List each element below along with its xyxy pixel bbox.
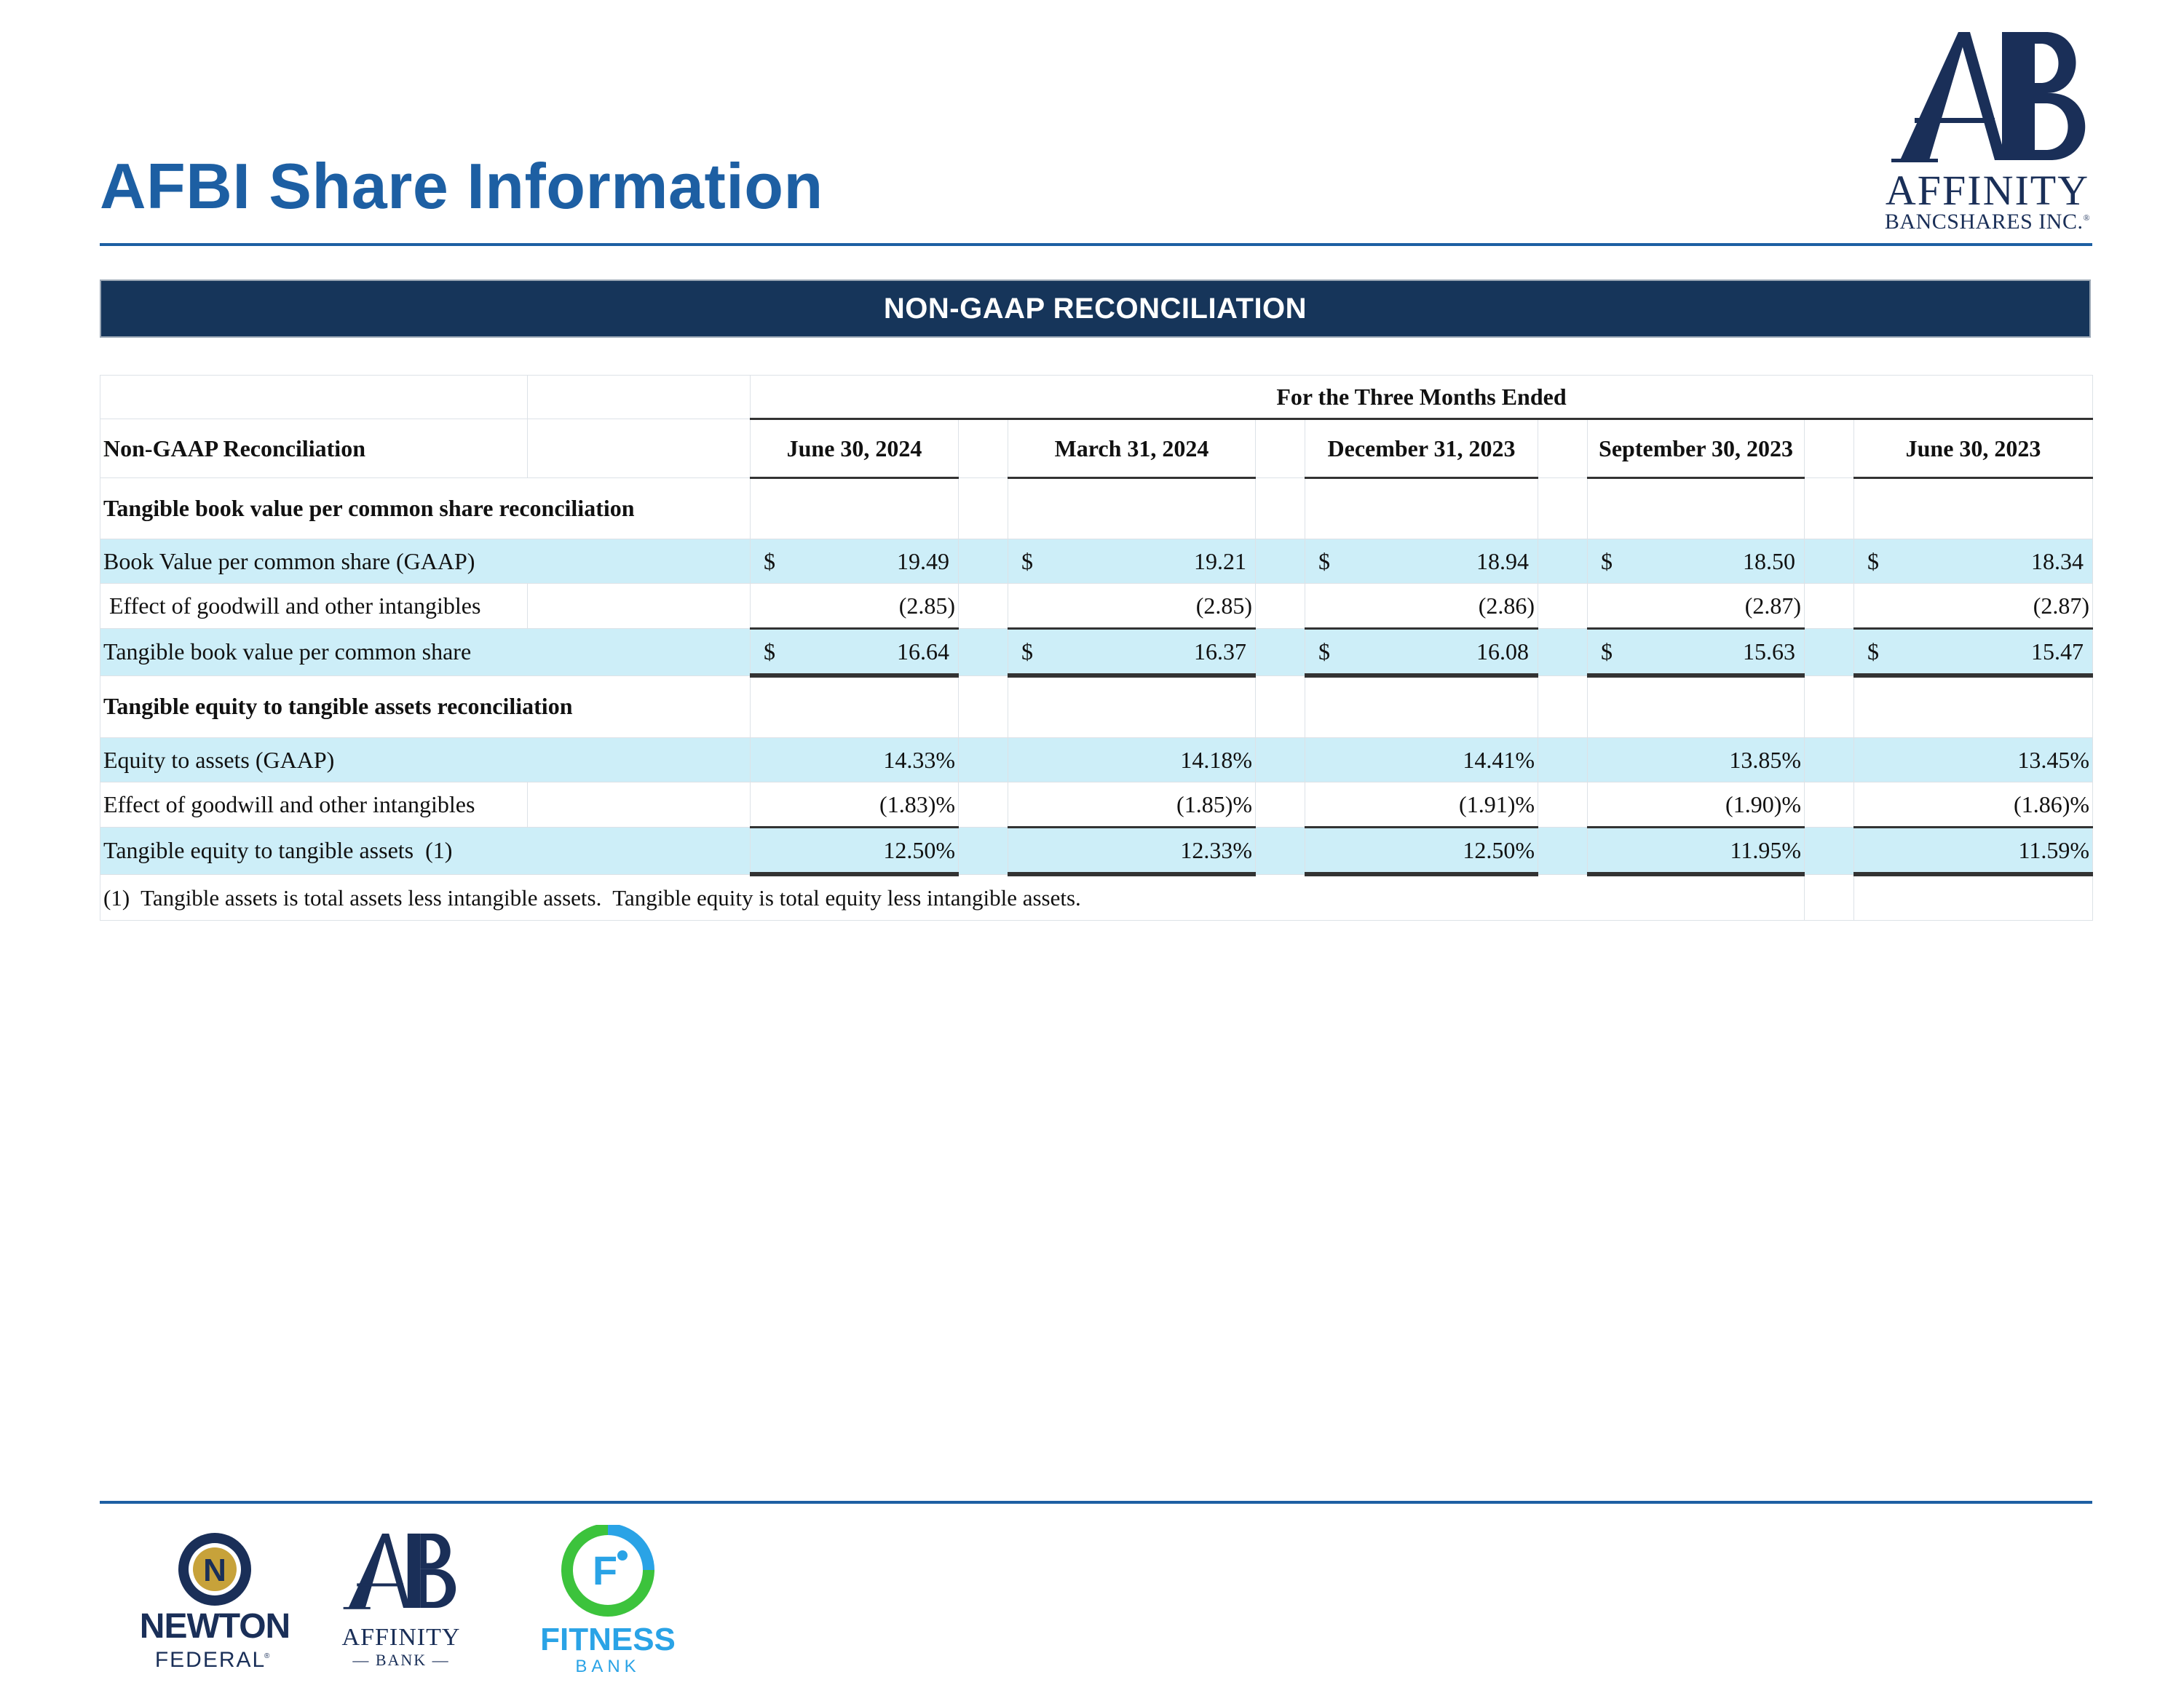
non-gaap-table	[100, 375, 2093, 921]
value: 18.34	[2031, 547, 2084, 574]
row-label: Tangible book value per common share	[100, 629, 751, 676]
gap-cell	[1538, 419, 1588, 478]
currency-symbol: $	[1318, 547, 1330, 574]
logo-name: AFFINITY	[1885, 167, 2090, 214]
value-cell	[1854, 539, 2093, 584]
value-cell: 12.33%	[1008, 828, 1256, 875]
value-cell	[1588, 539, 1805, 584]
affinity-bank-name: AFFINITY	[341, 1624, 461, 1651]
value-cell: 12.50%	[751, 828, 959, 875]
currency-symbol: $	[1021, 638, 1033, 665]
column-header: September 30, 2023	[1588, 419, 1805, 478]
value-cell	[1588, 629, 1805, 676]
row-label: Effect of goodwill and other intangibles	[100, 782, 528, 828]
value: 19.49	[897, 547, 949, 574]
table-row	[100, 782, 2093, 828]
table-row	[100, 584, 2093, 629]
value-cell: 13.85%	[1588, 738, 1805, 782]
value-cell: (1.85)%	[1008, 782, 1256, 828]
currency-symbol: $	[1318, 638, 1330, 665]
table-row	[100, 629, 2093, 676]
period-header: For the Three Months Ended	[751, 376, 2093, 419]
value-cell: (1.83)%	[751, 782, 959, 828]
gap-cell	[959, 419, 1008, 478]
affinity-bank-sub: — BANK —	[352, 1651, 450, 1669]
section-title-row	[100, 478, 2093, 539]
value-cell: (2.87)	[1588, 584, 1805, 629]
value-cell: (2.85)	[751, 584, 959, 629]
table-row	[100, 539, 2093, 584]
table-row	[100, 828, 2093, 875]
currency-symbol: $	[764, 547, 775, 574]
footnote: (1) Tangible assets is total assets less intangible assets. Tangible equity is total equity less intangible assets.	[100, 874, 1805, 921]
value: 16.08	[1476, 638, 1529, 665]
value-cell: (1.91)%	[1305, 782, 1538, 828]
newton-registered: ®	[264, 1652, 270, 1660]
currency-symbol: $	[1601, 638, 1613, 665]
registered-mark: ®	[2083, 213, 2091, 223]
gap-cell	[1805, 419, 1854, 478]
row-label: Effect of goodwill and other intangibles	[100, 584, 528, 629]
value-cell	[751, 539, 959, 584]
currency-symbol: $	[1021, 547, 1033, 574]
value-cell: (2.86)	[1305, 584, 1538, 629]
value-cell	[751, 629, 959, 676]
affinity-bank-ab-icon	[331, 1529, 477, 1681]
fitness-f-icon	[535, 1525, 681, 1681]
blank-cell	[528, 419, 751, 478]
value-cell: 14.33%	[751, 738, 959, 782]
section-title: Tangible equity to tangible assets reconciliation	[100, 675, 751, 738]
value-cell	[1854, 629, 2093, 676]
column-header: March 31, 2024	[1008, 419, 1256, 478]
currency-symbol: $	[1601, 547, 1613, 574]
value-cell: (2.85)	[1008, 584, 1256, 629]
value-cell	[1008, 539, 1256, 584]
currency-symbol: $	[764, 638, 775, 665]
value-cell: (2.87)	[1854, 584, 2093, 629]
section-banner: NON-GAAP RECONCILIATION	[100, 279, 2091, 338]
blank-cell	[100, 376, 528, 419]
value: 19.21	[1194, 547, 1246, 574]
row-label: Tangible equity to tangible assets (1)	[100, 828, 751, 875]
value: 18.50	[1743, 547, 1795, 574]
column-header: December 31, 2023	[1305, 419, 1538, 478]
value-cell: 13.45%	[1854, 738, 2093, 782]
ab-monogram-icon	[1886, 23, 2097, 169]
value: 15.47	[2031, 638, 2084, 665]
value: 18.94	[1476, 547, 1529, 574]
page-title: AFBI Share Information	[100, 150, 823, 222]
row-label: Equity to assets (GAAP)	[100, 738, 751, 782]
footnote-row	[100, 874, 2093, 921]
row-label-header: Non-GAAP Reconciliation	[100, 419, 528, 478]
value-cell: 12.50%	[1305, 828, 1538, 875]
newton-mark: N	[203, 1553, 226, 1588]
fitness-mark: F	[592, 1547, 618, 1593]
fitness-name: FITNESS	[540, 1622, 676, 1657]
title-divider	[100, 243, 2092, 246]
value: 16.64	[897, 638, 949, 665]
logo-subtitle-text: BANCSHARES INC.	[1884, 210, 2084, 234]
newton-name: NEWTON	[139, 1607, 290, 1646]
value-cell: (1.86)%	[1854, 782, 2093, 828]
logo-subtitle	[1882, 210, 2093, 234]
value-cell	[1305, 539, 1538, 584]
newton-federal-logo	[127, 1529, 302, 1681]
footer-divider	[100, 1501, 2092, 1504]
gap-cell	[1256, 419, 1305, 478]
newton-sub: FEDERAL	[154, 1648, 266, 1672]
value-cell: 14.41%	[1305, 738, 1538, 782]
affinity-bank-logo	[331, 1529, 477, 1681]
value: 16.37	[1194, 638, 1246, 665]
blank-cell	[528, 376, 751, 419]
currency-symbol: $	[1867, 547, 1879, 574]
value: 15.63	[1743, 638, 1795, 665]
fitness-bank-logo	[535, 1525, 681, 1681]
section-title: Tangible book value per common share reconciliation	[100, 478, 751, 539]
value-cell: 14.18%	[1008, 738, 1256, 782]
period-header-row	[100, 376, 2093, 419]
value-cell: (1.90)%	[1588, 782, 1805, 828]
currency-symbol: $	[1867, 638, 1879, 665]
row-label: Book Value per common share (GAAP)	[100, 539, 751, 584]
value-cell	[1305, 629, 1538, 676]
column-header: June 30, 2024	[751, 419, 959, 478]
section-title-row	[100, 675, 2093, 738]
fitness-sub: BANK	[575, 1657, 641, 1676]
affinity-bancshares-logo	[1882, 23, 2100, 242]
column-header: June 30, 2023	[1854, 419, 2093, 478]
value-cell: 11.59%	[1854, 828, 2093, 875]
table-row	[100, 738, 2093, 782]
value-cell	[1008, 629, 1256, 676]
value-cell: 11.95%	[1588, 828, 1805, 875]
column-header-row	[100, 419, 2093, 478]
newton-n-icon	[127, 1529, 302, 1681]
